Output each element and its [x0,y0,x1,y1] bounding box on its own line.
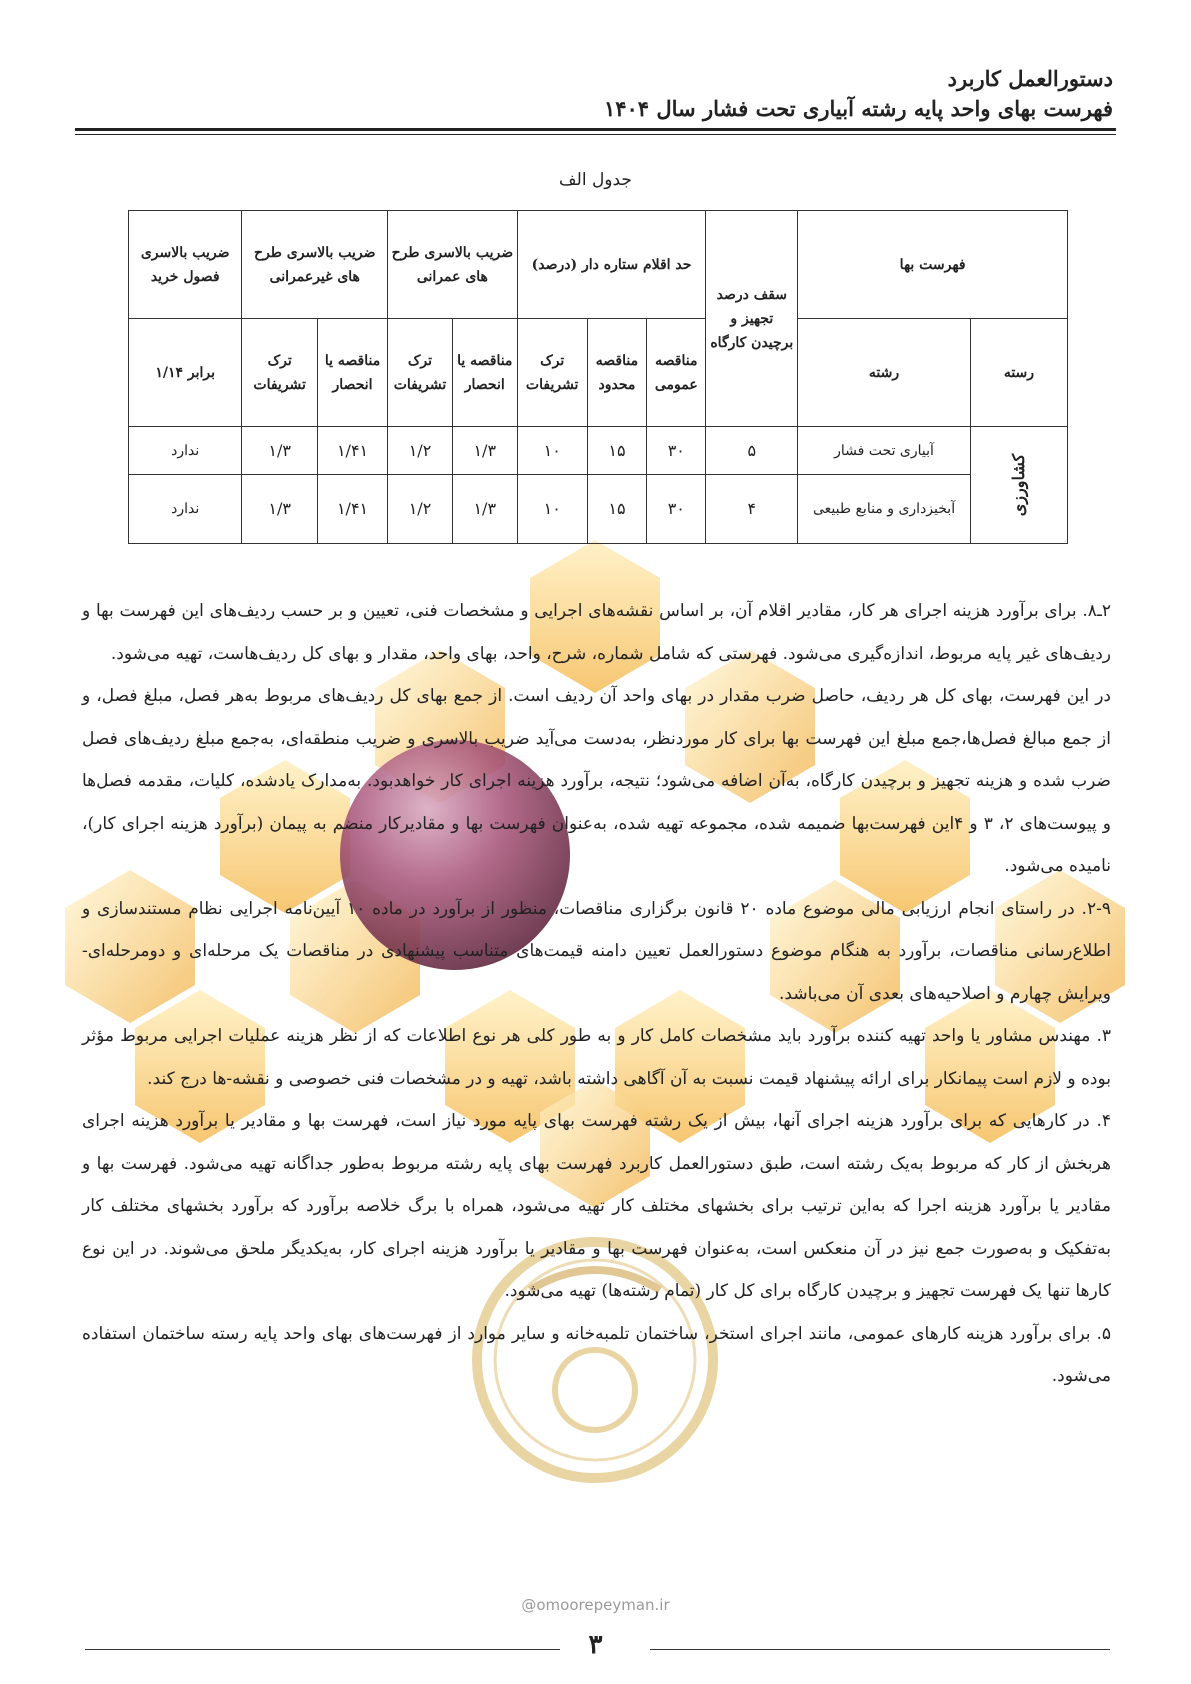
cell-purchase: ندارد [129,474,242,543]
cell-civil-formal: ۱/۲ [388,427,453,475]
cell-star-formal: ۱۰ [517,474,587,543]
cell-noncivil-formal: ۱/۳ [242,427,318,475]
header-civil-no-formalities: ترک تشریفات [388,319,453,427]
cell-equip: ۴ [706,474,798,543]
cell-civil-tender: ۱/۳ [452,474,517,543]
watermark-site-text: @omoorepeyman.ir [521,1596,670,1614]
paragraph: ۴. در کارهایی که برای برآورد هزینه اجرای آنها، بیش از یک رشته فهرست بهای پایه مورد نیاز است، فهرست بها و مقادیر یا برآورد هزینه اجرای هربخش از کار که مربوط به‌یک رشته است، طبق دستورالعمل کاربرد فهرست بهای پایه رشته مربوط به‌طور جداگانه تهیه می‌شود. فهرست بها و مقادیر یا برآورد هزینه اجرا که به‌این ترتیب برای بخشهای مختلف کار تهیه می‌شود، همراه با برگ خلاصه برآورد که برآورد بخشهای مختلف کار به‌تفکیک و به‌صورت جمع نیز در آن منعکس است، به‌عنوان فهرست بها و مقادیر یا برآورد هزینه اجرای کار، به‌یکدیگر ملحق می‌شوند. در این نوع کارها تنها یک فهرست تجهیز و برچیدن کارگاه برای کل کار (تمام رشته‌ها) تهیه می‌شود. [82,1111,1111,1301]
paragraph: ۲-۹. در راستای انجام ارزیابی مالی موضوع ماده ۲۰ قانون برگزاری مناقصات، منظور از برآورد در ماده ۱۰ آیین‌نامه اجرایی نظام مستندسازی و اطلاع‌رسانی مناقصات، برآورد به هنگام موضوع دستورالعمل تعیین دامنه قیمت‌های متناسب پیشنهادی در مناقصات یک مرحله‌ای و دومرحله‌ای- ویرایش چهارم و اصلاحیه‌های بعدی آن می‌باشد. [82,898,1111,1004]
header-field: رشته [798,319,971,427]
cell-civil-formal: ۱/۲ [388,474,453,543]
pricing-table [128,210,1068,544]
header-overhead-purchase: ضریب بالاسری فصول خرید [129,211,242,319]
header-line-2: فهرست بهای واحد پایه رشته آبیاری تحت فشار سال ۱۴۰۴ [603,96,1113,121]
header-noncivil-tender: مناقصه یا انحصار [317,319,387,427]
cell-star-formal: ۱۰ [517,427,587,475]
header-purchase-equal: برابر ۱/۱۴ [129,319,242,427]
header-star-no-formalities: ترک تشریفات [517,319,587,427]
cell-field: آبیاری تحت فشار [798,427,971,475]
cell-limited: ۱۵ [587,474,646,543]
cell-noncivil-tender: ۱/۴۱ [317,427,387,475]
header-star-items: حد اقلام ستاره دار (درصد) [517,211,706,319]
header-public-tender: مناقصه عمومی [647,319,706,427]
cell-equip: ۵ [706,427,798,475]
cell-field: آبخیزداری و منابع طبیعی [798,474,971,543]
category-cell [970,427,1067,544]
header-line-1: دستورالعمل کاربرد [947,66,1113,91]
header-equip-cap: سقف درصد تجهیز و برچیدن کارگاه [706,211,798,427]
cell-noncivil-tender: ۱/۴۱ [317,474,387,543]
cell-purchase: ندارد [129,427,242,475]
category-value: کشاورزی [1008,453,1028,516]
paragraph: ۲ـ۸. برای برآورد هزینه اجرای هر کار، مقادیر اقلام آن، بر اساس نقشه‌های اجرایی و مشخصات فنی، تعیین و بر حسب ردیف‌های این فهرست بها و ردیف‌های غیر پایه مربوط، اندازه‌گیری می‌شود. فهرستی که شامل شماره، شرح، واحد، بهای واحد، مقدار و بهای کل ردیف‌هاست، تهیه می‌شود. [82,601,1111,664]
header-noncivil-no-formalities: ترک تشریفات [242,319,318,427]
header-category: رسته [970,319,1067,427]
header-rule-thick [75,128,1116,131]
table-row [129,474,1068,543]
table-row [129,427,1068,475]
table-caption: جدول الف [559,170,632,190]
paragraph: در این فهرست، بهای کل هر ردیف، حاصل ضرب مقدار در بهای واحد آن ردیف است. از جمع بهای کل ردیف‌های مربوط به‌هر فصل، مبلغ فصل، و از جمع مبالغ فصل‌ها،جمع مبلغ این فهرست بها برای کار موردنظر، به‌دست می‌آید ضریب بالاسری و ضریب منطقه‌ای، به‌جمع مبلغ ردیف‌های فصل ضرب شده و هزینه تجهیز و برچیدن کارگاه، به‌آن اضافه می‌شود؛ نتیجه، برآورد هزینه اجرای کار خواهدبود. به‌مدارک یادشده، کلیات، مقدمه فصل‌ها و پیوست‌های ۲، ۳ و ۴این فهرست‌بها ضمیمه شده، مجموعه تهیه شده، به‌عنوان فهرست بها و مقادیرکار منضم به پیمان (برآورد هزینه اجرای کار)، نامیده می‌شود. [82,686,1111,876]
header-overhead-civil: ضریب بالاسری طرح های عمرانی [388,211,518,319]
paragraph: ۵. برای برآورد هزینه کارهای عمومی، مانند اجرای استخر، ساختمان تلمبه‌خانه و سایر موارد از فهرست‌های بهای واحد پایه رسته ساختمان استفاده می‌شود. [82,1323,1111,1386]
header-civil-tender: مناقصه یا انحصار [452,319,517,427]
cell-public: ۳۰ [647,474,706,543]
header-overhead-noncivil: ضریب بالاسری طرح های غیرعمرانی [242,211,388,319]
cell-civil-tender: ۱/۳ [452,427,517,475]
cell-limited: ۱۵ [587,427,646,475]
cell-public: ۳۰ [647,427,706,475]
cell-noncivil-formal: ۱/۳ [242,474,318,543]
header-rule-thin [75,134,1116,135]
header-limited-tender: مناقصه محدود [587,319,646,427]
page-number: ۳ [588,1630,603,1660]
document-header [604,64,1113,124]
header-price-list: فهرست بها [798,211,1068,319]
body-text [82,590,1111,1398]
paragraph: ۳. مهندس مشاور یا واحد تهیه کننده برآورد باید مشخصات کامل کار و به طور کلی هر نوع اطلاعات که از نظر هزینه عملیات اجرایی مربوط مؤثر بوده و لازم است پیمانکار برای ارائه پیشنهاد قیمت نسبت به آن آگاهی داشته باشد، تهیه و در مشخصات فنی خصوصی و نقشه-ها درج کند. [82,1026,1111,1089]
